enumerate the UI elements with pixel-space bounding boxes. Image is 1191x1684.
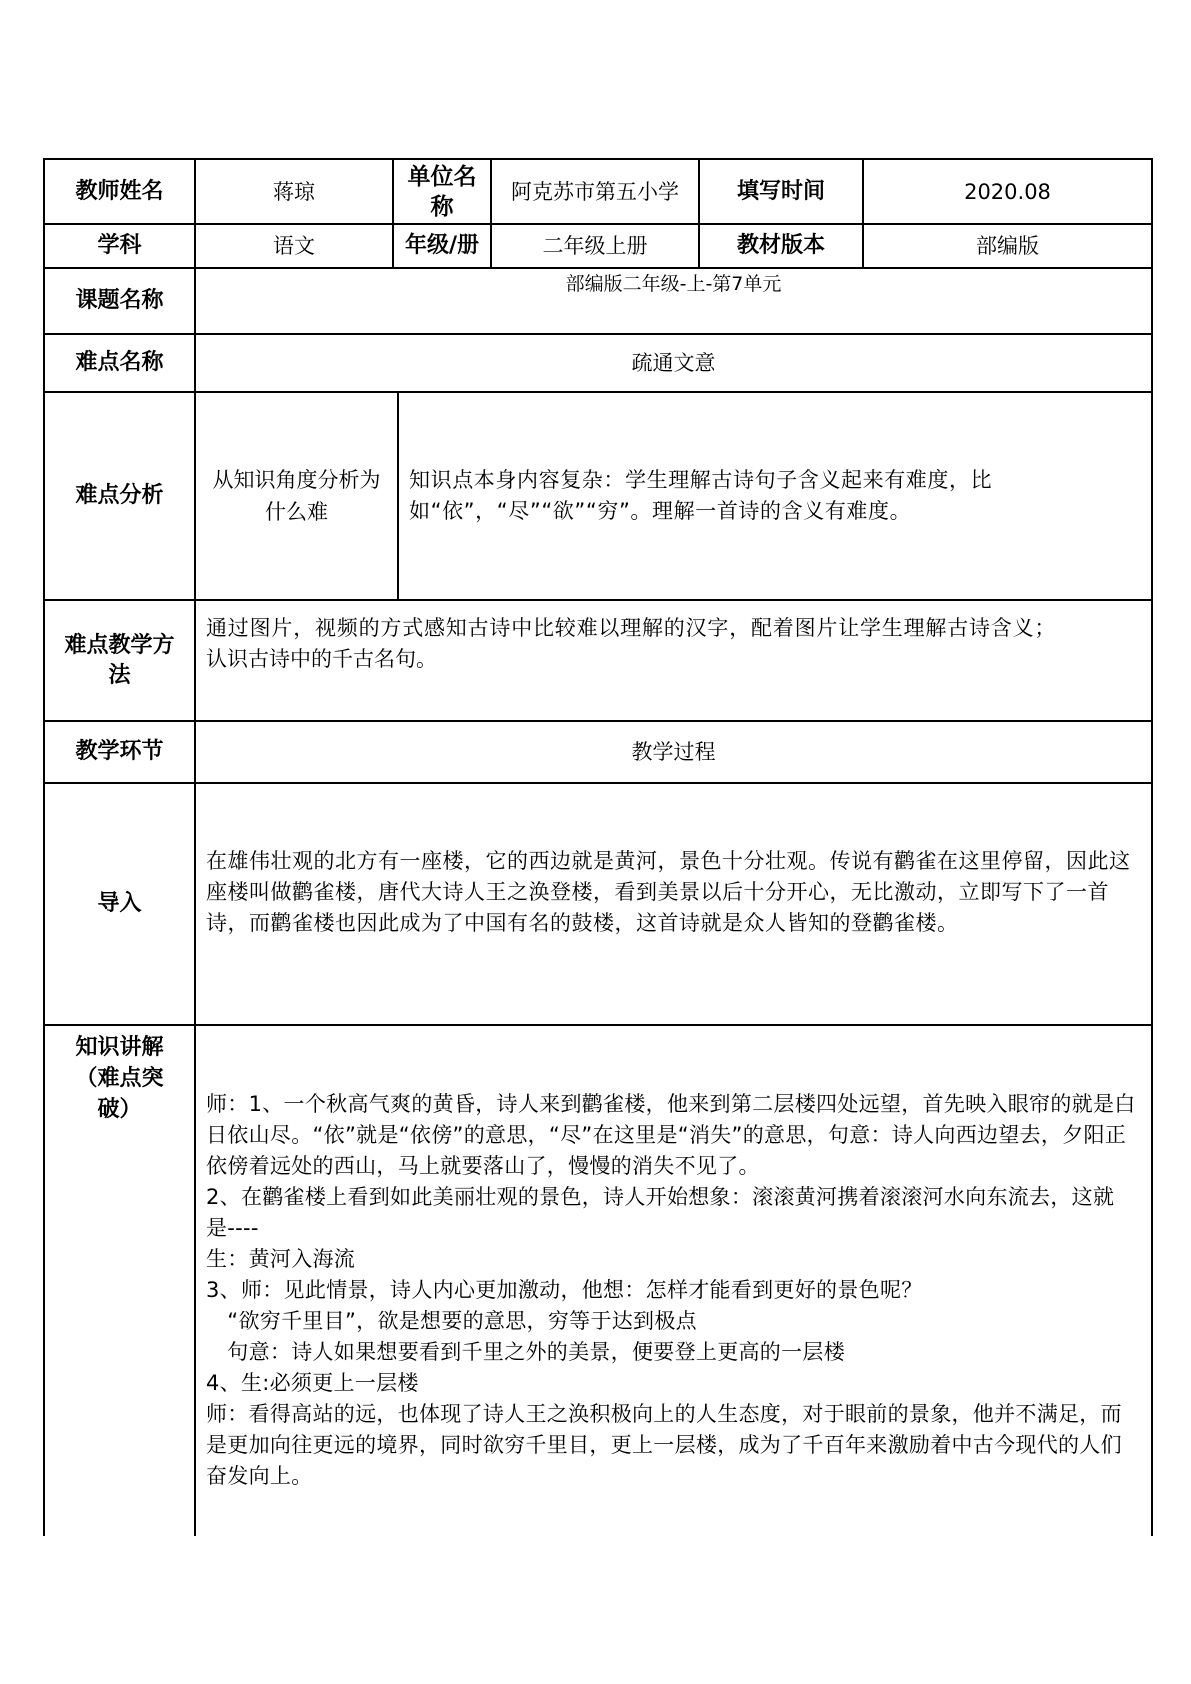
intro-text: 在雄伟壮观的北方有一座楼，它的西边就是黄河，景色十分壮观。传说有鹳雀在这里停留，因此这座楼叫做鹳雀楼，唐代大诗人王之涣登楼，看到美景以后十分开心，无比激动，立即写下了一首诗，而鹳雀楼也因此成为了中国有名的鼓楼，这首诗就是众人皆知的登鹳雀楼。 <box>206 849 1131 935</box>
teacher-name-value: 蒋琼 <box>194 158 394 225</box>
method-line-1: 通过图片，视频的方式感知古诗中比较难以理解的汉字，配着图片让学生理解古诗含义； <box>206 616 1057 640</box>
difficulty-value: 疏通文意 <box>194 333 1153 393</box>
knowledge-label: 知识讲解（难点突破） <box>75 1035 164 1122</box>
method-line-2: 认识古诗中的千古名句。 <box>206 647 437 671</box>
knowledge-line-3: 生：黄河入海流 <box>206 1247 356 1271</box>
knowledge-line-8: 师：看得高站的远，也体现了诗人王之涣积极向上的人生态度，对于眼前的景象，他并不满足，而是更加向往更远的境界，同时欲穷千里目，更上一层楼，成为了千百年来激励着中古今现代的人们奋发向上。 <box>206 1402 1122 1488</box>
knowledge-label-cell <box>43 1024 196 1536</box>
knowledge-line-6: 句意：诗人如果想要看到千里之外的美景，便要登上更高的一层楼 <box>206 1340 845 1364</box>
topic-value: 部编版二年级-上-第7单元 <box>565 273 782 295</box>
intro-label: 导入 <box>43 782 196 1026</box>
analysis-sub-label: 从知识角度分析为什么难 <box>194 391 399 601</box>
topic-label: 课题名称 <box>43 267 196 335</box>
grade-value: 二年级上册 <box>490 223 700 269</box>
subject-value: 语文 <box>194 223 394 269</box>
knowledge-text-cell <box>194 1024 1153 1536</box>
difficulty-label: 难点名称 <box>43 333 196 393</box>
knowledge-line-7: 4、生:必须更上一层楼 <box>206 1371 419 1395</box>
knowledge-line-4: 3、师：见此情景，诗人内心更加激动，他想：怎样才能看到更好的景色呢？ <box>206 1278 923 1302</box>
fill-time-value: 2020.08 <box>862 158 1153 225</box>
textbook-value: 部编版 <box>862 223 1153 269</box>
topic-value-cell <box>194 267 1153 335</box>
fill-time-label: 填写时间 <box>698 158 864 225</box>
knowledge-line-5: “欲穷千里目”，欲是想要的意思，穷等于达到极点 <box>206 1309 697 1333</box>
knowledge-line-1: 师：1、一个秋高气爽的黄昏，诗人来到鹳雀楼，他来到第二层楼四处远望，首先映入眼帘的就是白日依山尽。“依”就是“依傍”的意思，“尽”在这里是“消失”的意思，句意：诗人向西边望去，夕阳正依傍着远处的西山，马上就要落山了，慢慢的消失不见了。 <box>206 1092 1136 1178</box>
subject-label: 学科 <box>43 223 196 269</box>
textbook-label: 教材版本 <box>698 223 864 269</box>
process-section-value: 教学过程 <box>194 720 1153 784</box>
method-label: 难点教学方法 <box>43 599 196 722</box>
process-section-label: 教学环节 <box>43 720 196 784</box>
analysis-text-cell <box>397 391 1153 601</box>
intro-text-cell <box>194 782 1153 1026</box>
analysis-label: 难点分析 <box>43 391 196 601</box>
grade-label: 年级/册 <box>392 223 492 269</box>
teacher-name-label: 教师姓名 <box>43 158 196 225</box>
analysis-text: 知识点本身内容复杂：学生理解古诗句子含义起来有难度，比如“依”，“尽”“欲”“穷”。理解一首诗的含义有难度。 <box>409 468 993 523</box>
unit-name-value: 阿克苏市第五小学 <box>490 158 700 225</box>
unit-name-label: 单位名称 <box>392 158 492 225</box>
method-text-cell <box>194 599 1153 722</box>
knowledge-line-2: 2、在鹳雀楼上看到如此美丽壮观的景色，诗人开始想象：滚滚黄河携着滚滚河水向东流去，这就是---- <box>206 1185 1115 1240</box>
